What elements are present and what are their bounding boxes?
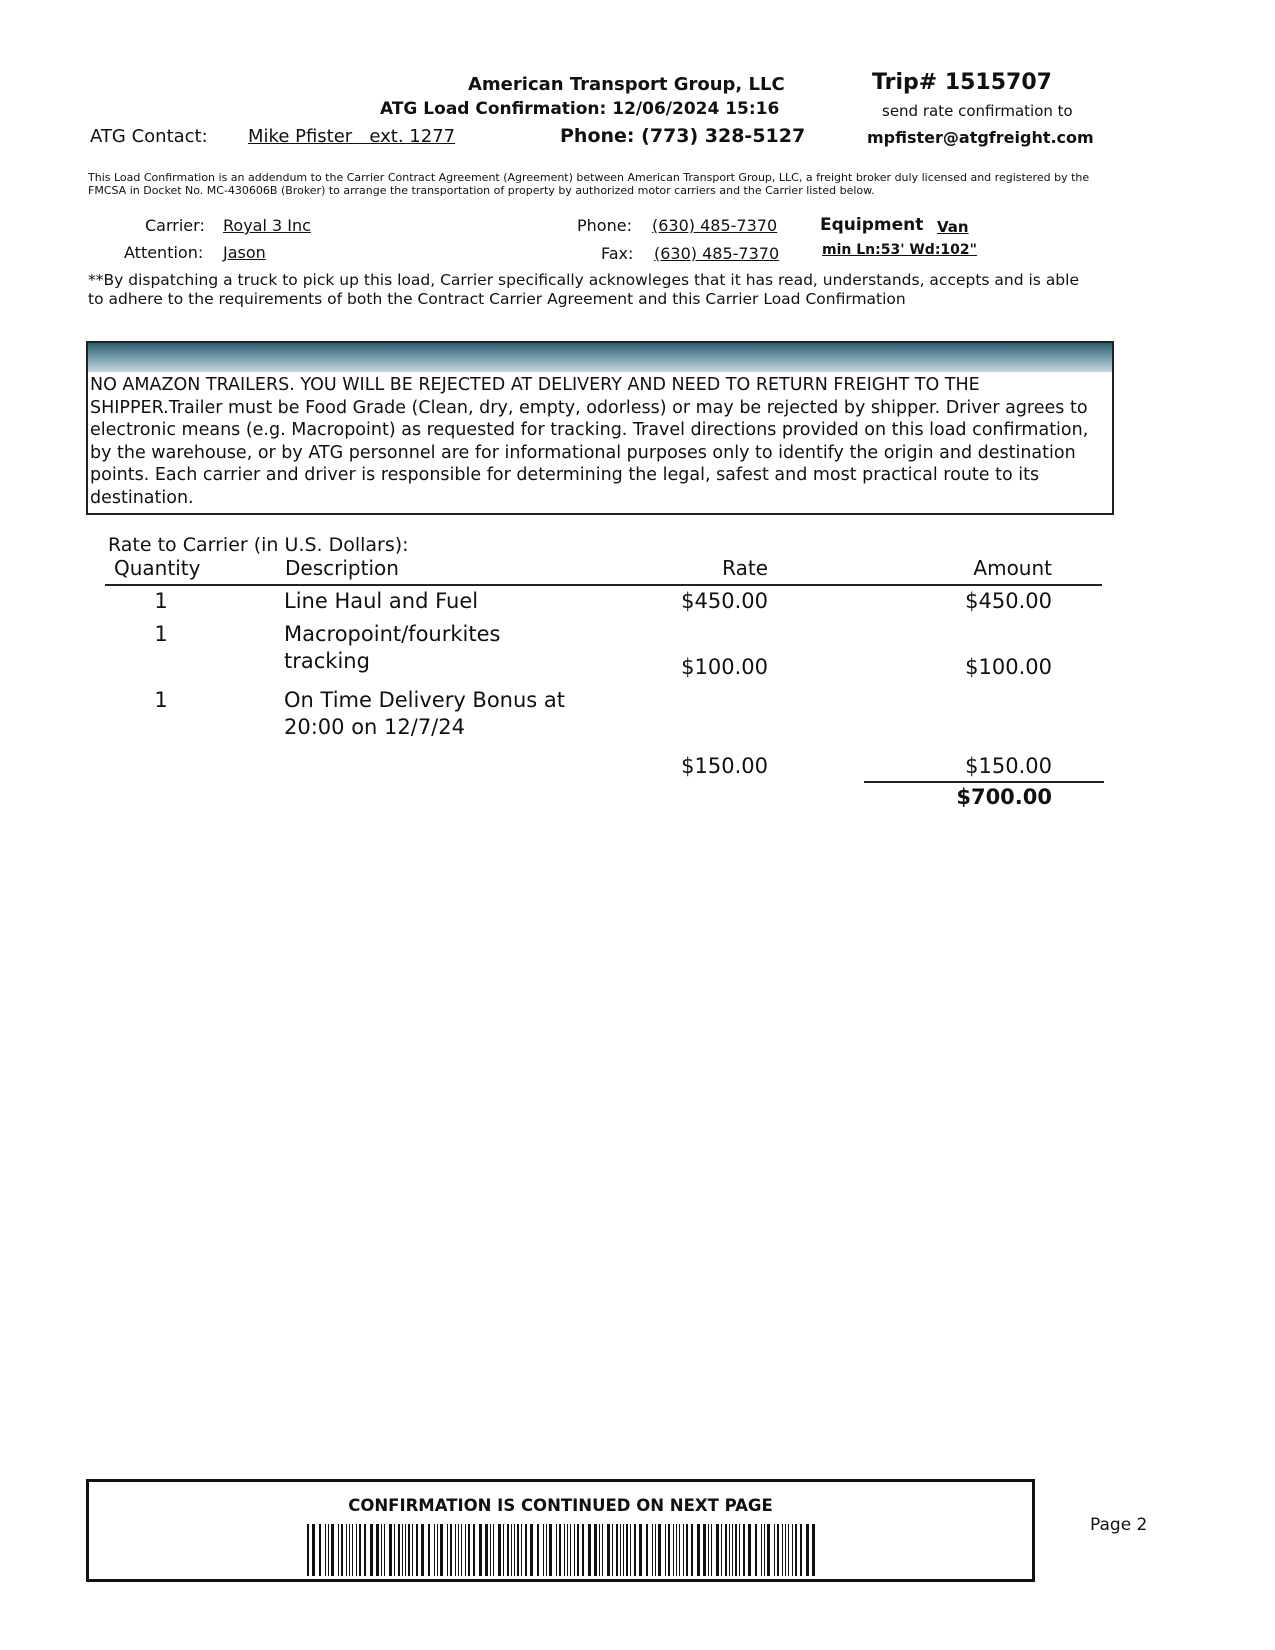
- contact-phone: Phone: (773) 328-5127: [560, 125, 806, 147]
- equipment-label: Equipment: [820, 215, 924, 235]
- dispatch-acknowledgement: **By dispatching a truck to pick up this load, Carrier specifically acknowleges that it has read, understands, accepts and is able to adhere to the requirements of both the Contract Carrier Agreement and this Carrier Load Confirmation: [88, 271, 1079, 308]
- carrier-phone: (630) 485-7370: [652, 216, 778, 235]
- footer-box: [86, 1479, 1035, 1582]
- notice-box: [86, 341, 1114, 515]
- column-header-rate: Rate: [722, 556, 768, 580]
- carrier-phone-label: Phone:: [577, 216, 632, 235]
- row-3-amount: $150.00: [965, 754, 1052, 778]
- row-3-quantity: 1: [154, 688, 168, 712]
- row-3-rate: $150.00: [681, 754, 768, 778]
- equipment-dimensions: min Ln:53' Wd:102": [822, 242, 977, 258]
- continued-notice: CONFIRMATION IS CONTINUED ON NEXT PAGE: [348, 1496, 773, 1515]
- carrier-fax: (630) 485-7370: [654, 244, 780, 263]
- attention-name: Jason: [223, 243, 266, 262]
- contact-label: ATG Contact:: [90, 126, 208, 147]
- barcode-image: [307, 1524, 817, 1576]
- contact-name: Mike Pfister ext. 1277: [248, 126, 456, 147]
- header-divider: [105, 584, 1102, 586]
- row-1-rate: $450.00: [681, 589, 768, 613]
- row-1-description: Line Haul and Fuel: [284, 589, 479, 613]
- company-name: American Transport Group, LLC: [468, 74, 785, 95]
- row-3-description: On Time Delivery Bonus at 20:00 on 12/7/24: [284, 688, 566, 739]
- column-header-amount: Amount: [973, 556, 1052, 580]
- addendum-text: This Load Confirmation is an addendum to the Carrier Contract Agreement (Agreement) between American Transport Group, LLC, a freight broker duly licensed and registered by the FMCSA in Docket No. MC-430606B (Broker) to arrange the transportation of property by authorized motor carriers and the Carrier listed below.: [88, 171, 1090, 197]
- grand-total: $700.00: [956, 785, 1052, 809]
- row-1-quantity: 1: [154, 589, 168, 613]
- total-divider: [864, 781, 1104, 783]
- send-rate-note: send rate confirmation to: [882, 102, 1073, 120]
- row-2-description: Macropoint/fourkites tracking: [284, 622, 501, 673]
- row-2-rate: $100.00: [681, 655, 768, 679]
- carrier-label: Carrier:: [145, 216, 205, 235]
- row-2-quantity: 1: [154, 622, 168, 646]
- trip-number: Trip# 1515707: [872, 70, 1052, 95]
- carrier-fax-label: Fax:: [601, 244, 634, 263]
- row-2-amount: $100.00: [965, 655, 1052, 679]
- contact-email: mpfister@atgfreight.com: [867, 128, 1094, 147]
- notice-header-bar: [88, 343, 1112, 372]
- column-header-quantity: Quantity: [114, 556, 201, 580]
- equipment-type: Van: [937, 218, 969, 236]
- column-header-description: Description: [285, 556, 399, 580]
- page-number: Page 2: [1090, 1515, 1148, 1535]
- notice-text: NO AMAZON TRAILERS. YOU WILL BE REJECTED AT DELIVERY AND NEED TO RETURN FREIGHT TO THE SHIPPER.Trailer must be Food Grade (Clean, dry, empty, odorless) or may be rejected by shipper. Driver agrees to electronic means (e.g. Macropoint) as requested for tracking. Travel directions provided on this load confirmation, by the warehouse, or by ATG personnel are for informational purposes only to identify the origin and destination points. Each carrier and driver is responsible for determining the legal, safest and most practical route to its destination.: [90, 375, 1089, 508]
- attention-label: Attention:: [124, 243, 204, 262]
- confirmation-datetime: ATG Load Confirmation: 12/06/2024 15:16: [380, 99, 780, 119]
- carrier-name: Royal 3 Inc: [223, 216, 311, 235]
- row-1-amount: $450.00: [965, 589, 1052, 613]
- rate-table-title: Rate to Carrier (in U.S. Dollars):: [108, 534, 409, 556]
